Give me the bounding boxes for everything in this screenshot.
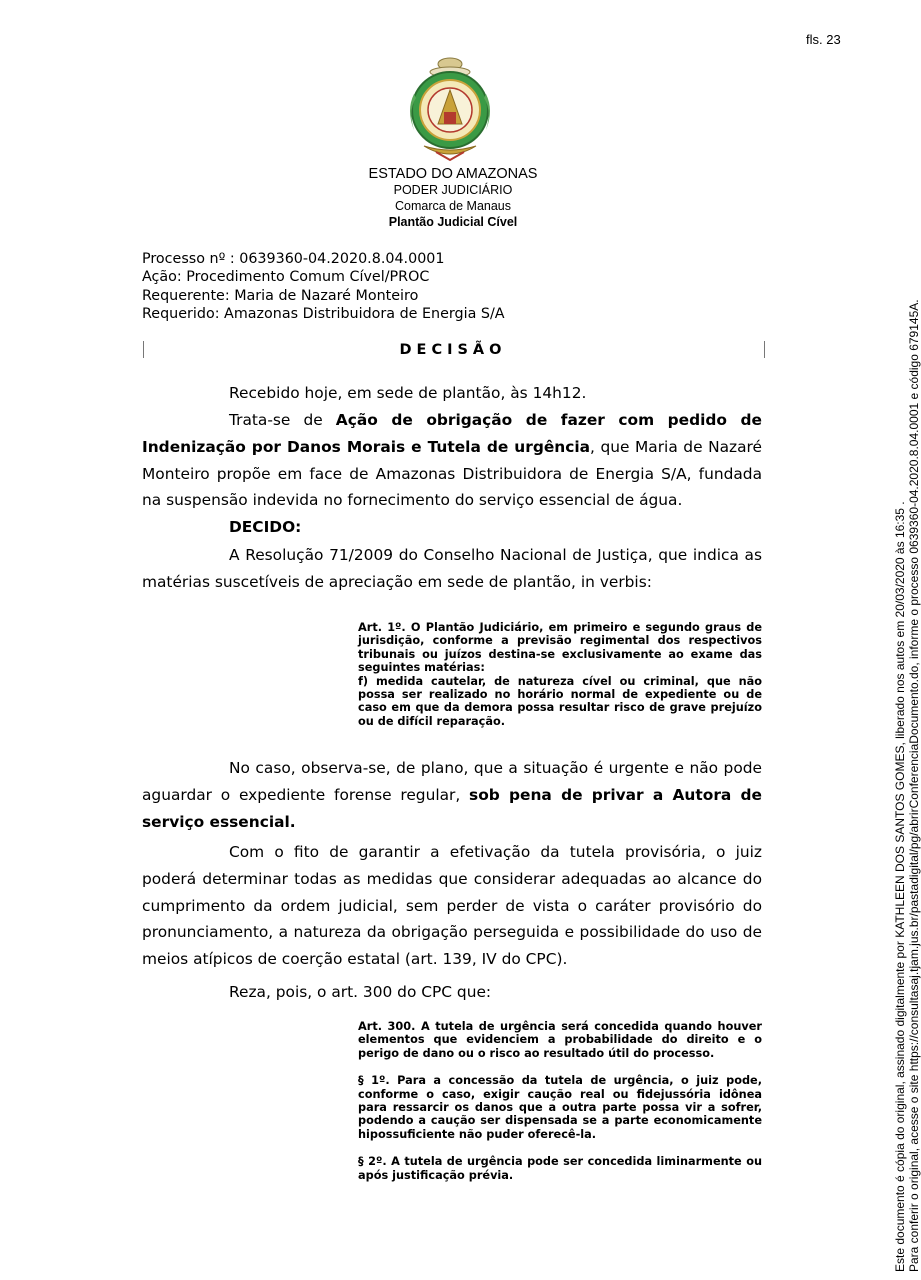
- header-district: Comarca de Manaus: [394, 199, 512, 213]
- case-plaintiff: Requerente: Maria de Nazaré Monteiro: [142, 287, 419, 304]
- quote-paragraph: § 1º. Para a concessão da tutela de urgência, o juiz pode, conforme o caso, exigir caução real ou fidejussória idônea para ressarcir os danos que a outra parte possa vir a sofrer, podendo a caução ser dispensada se a parte economicamente hipossuficiente não puder oferecê-la.: [358, 1074, 762, 1141]
- case-defendant: Requerido: Amazonas Distribuidora de Energia S/A: [142, 305, 505, 322]
- paragraph-art300-intro: Reza, pois, o art. 300 do CPC que:: [229, 983, 492, 1001]
- quote-paragraph: § 2º. A tutela de urgência pode ser concedida liminarmente ou após justificação prévia.: [358, 1155, 762, 1182]
- quote-line: f) medida cautelar, de natureza cível ou criminal, que não possa ser realizado no horário normal de expediente ou de caso em que da demora possa resultar risco de grave prejuízo ou de difícil reparação.: [358, 674, 762, 728]
- decido-heading: DECIDO:: [229, 518, 302, 536]
- quote-line: Art. 1º. O Plantão Judiciário, em primeiro e segundo graus de jurisdição, conforme a previsão regimental dos respectivos tribunais ou juízos destina-se exclusivamente ao exame das seguintes matérias:: [358, 621, 762, 675]
- paragraph-tutela: Com o fito de garantir a efetivação da tutela provisória, o juiz poderá determinar todas as medidas que considerar adequadas ao alcance do cumprimento da ordem judicial, sem perder de vista o caráter provisório do pronunciamento, a natureza da obrigação perseguida e possibilidade do uso de meios atípicos de coerção estatal (art. 139, IV do CPC).: [142, 843, 762, 969]
- coat-of-arms-icon: [398, 54, 502, 166]
- decision-title: DECISÃO: [399, 342, 507, 358]
- case-process: Processo nº : 0639360-04.2020.8.04.0001: [142, 251, 445, 267]
- signature-line-1: Este documento é cópia do original, assinado digitalmente por KATHLEEN DOS SANTOS GOMES, liberado nos autos em 20/03/2020 às 16:35 .: [893, 501, 907, 1272]
- header-state: ESTADO DO AMAZONAS: [368, 166, 538, 182]
- paragraph-urgency: [142, 755, 762, 835]
- spacer: [358, 1141, 762, 1155]
- digital-signature-note: [893, 162, 921, 1272]
- text-span: , que Maria de Nazaré Monteiro propõe em face de Amazonas Distribuidora de Energia S/A, fundada na suspensão indevida no fornecimento do serviço essencial de água.: [142, 437, 762, 510]
- quote-resolution: [358, 621, 762, 728]
- header-power: PODER JUDICIÁRIO: [393, 183, 513, 197]
- text-span: Trata-se de: [229, 411, 336, 429]
- quote-art300: [358, 1020, 762, 1182]
- paragraph-resolution: A Resolução 71/2009 do Conselho Nacional de Justiça, que indica as matérias suscetíveis de apreciação em sede de plantão, in verbis:: [142, 546, 762, 591]
- action-title: Ação de obrigação de fazer com pedido de Indenização por Danos Morais e Tutela de urgência: [142, 411, 762, 456]
- signature-line-2: Para conferir o original, acesse o site https://consultasaj.tjam.jus.br/pastadigital/pg/abrirConferenciaDocumento.do, informe o processo 0639360-04.2020.8.04.0001 e código 679145A.: [907, 299, 921, 1272]
- paragraph-case-summary: [142, 407, 762, 514]
- paragraph-received: Recebido hoje, em sede de plantão, às 14h12.: [229, 384, 587, 402]
- header-unit: Plantão Judicial Cível: [388, 215, 518, 229]
- urgency-emphasis: sob pena de privar a Autora de serviço essencial.: [142, 785, 762, 831]
- quote-paragraph: Art. 300. A tutela de urgência será concedida quando houver elementos que evidenciem a probabilidade do direito e o perigo de dano ou o risco ao resultado útil do processo.: [358, 1020, 762, 1060]
- spacer: [358, 1060, 762, 1074]
- text-span: No caso, observa-se, de plano, que a situação é urgente e não pode aguardar o expediente forense regular,: [142, 759, 762, 804]
- case-info: [142, 250, 505, 323]
- page-number: fls. 23: [806, 32, 841, 47]
- case-action: Ação: Procedimento Comum Cível/PROC: [142, 269, 430, 286]
